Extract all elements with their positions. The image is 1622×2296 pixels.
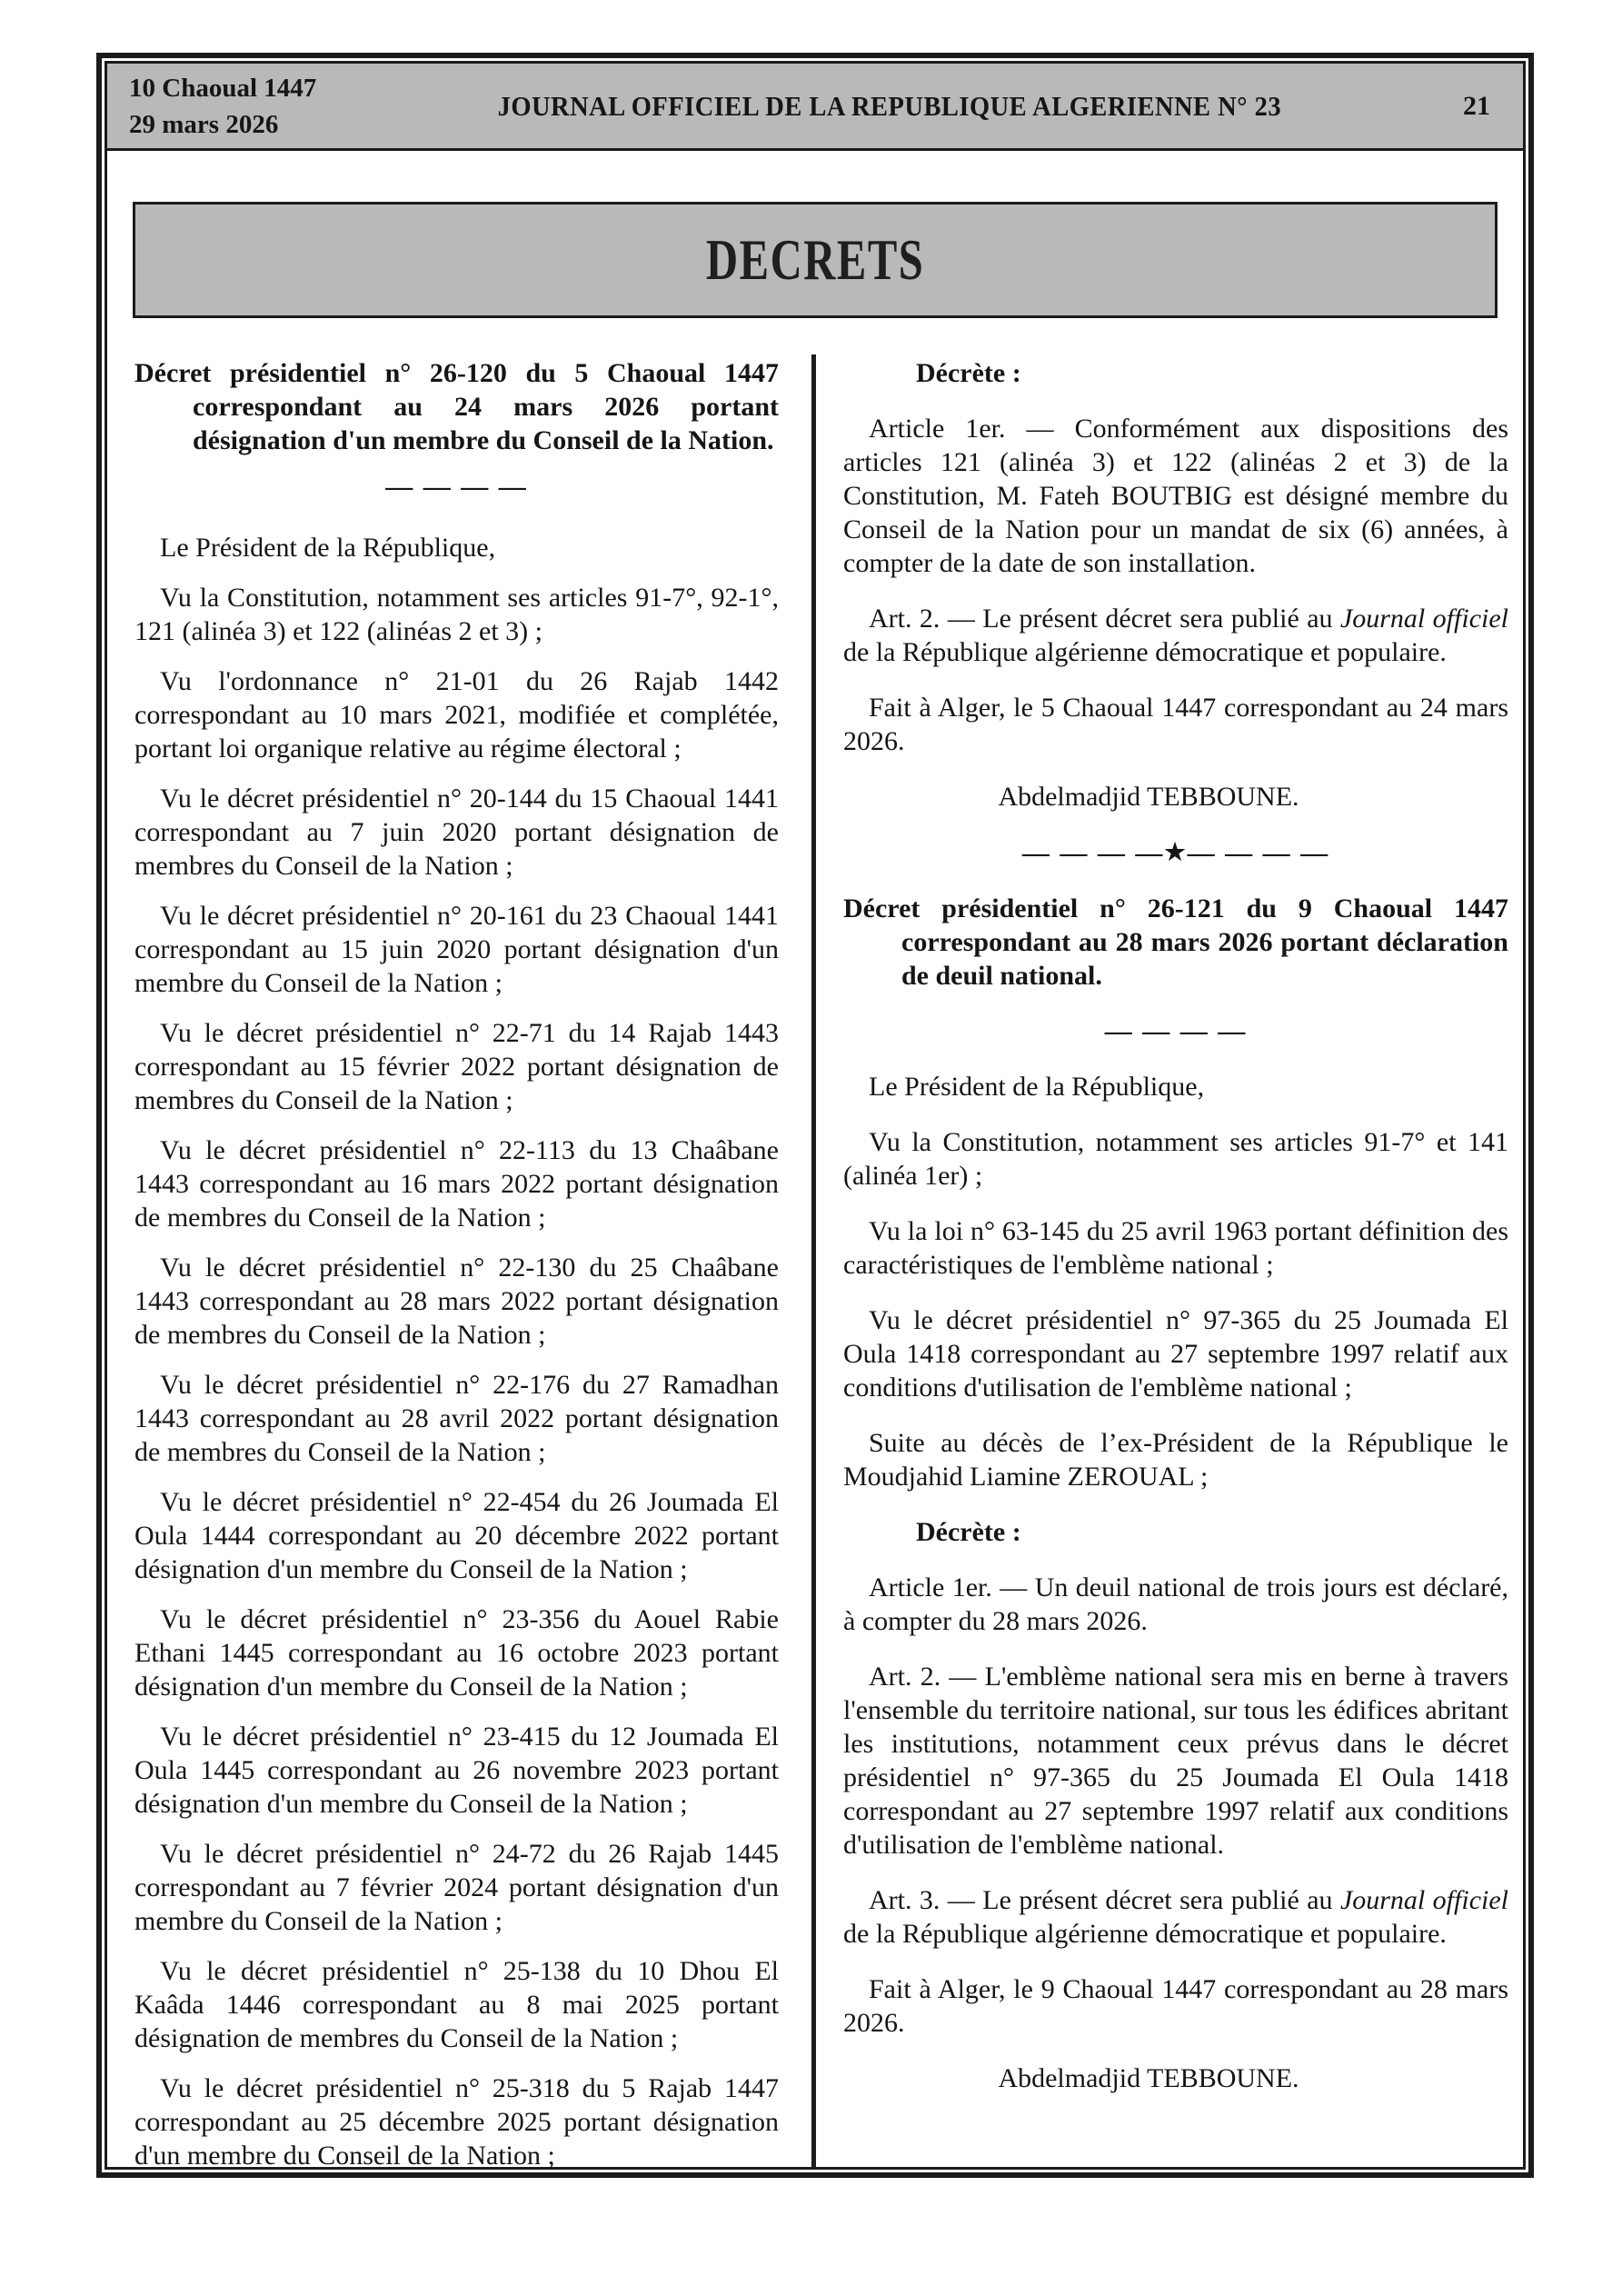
paragraph: Vu la Constitution, notamment ses articles 91-7°, 92-1°, 121 (alinéa 3) et 122 (alinéas 2 et 3) ; [134, 583, 779, 646]
decree-title-2: Décret présidentiel n° 26-121 du 9 Chaoual 1447 correspondant au 28 mars 2026 portant déclaration de deuil national. [843, 893, 1508, 991]
article-1: Article 1er. — Conformément aux dispositions des articles 121 (alinéa 3) et 122 (alinéas 2 et 3) de la Constitution, M. Fateh BOUTBIG est désigné membre du Conseil de la Nation pour un mandat de six (6) années, à compter de la date de son installation. [843, 414, 1508, 578]
journal-title: JOURNAL OFFICIEL DE LA REPUBLIQUE ALGERIENNE N° 23 [497, 89, 1282, 122]
paragraph: Vu le décret présidentiel n° 22-176 du 27 Ramadhan 1443 correspondant au 28 avril 2022 portant désignation de membres du Conseil de la Nation ; [134, 1370, 779, 1467]
article-2-text-end: de la République algérienne démocratique et populaire. [843, 637, 1447, 667]
president-signature: Abdelmadjid TEBBOUNE. [998, 782, 1299, 812]
two-column-area [107, 354, 1523, 2171]
paragraph: Vu le décret présidentiel n° 22-71 du 14 Rajab 1443 correspondant au 15 février 2022 portant désignation de membres du Conseil de la Nation ; [134, 1018, 779, 1115]
article-3-text: Art. 3. — Le présent décret sera publié au [869, 1885, 1340, 1915]
paragraph: Vu le décret présidentiel n° 97-365 du 25 Joumada El Oula 1418 correspondant au 27 septembre 1997 relatif aux conditions d'utilisation de l'emblème national ; [843, 1305, 1508, 1403]
journal-officiel-italic-2: Journal officiel [1339, 1885, 1508, 1915]
page-header-band [107, 64, 1523, 151]
page-inner-frame [104, 61, 1526, 2170]
star-separator-dashes-right: — — — — [1187, 838, 1330, 868]
decrete-label-2: Décrète : [916, 1517, 1021, 1547]
paragraph: Suite au décès de l’ex-Président de la République le Moudjahid Liamine ZEROUAL ; [843, 1428, 1508, 1492]
right-column [816, 354, 1523, 2167]
page-frame [96, 53, 1534, 2178]
president-signature-2: Abdelmadjid TEBBOUNE. [998, 2063, 1299, 2093]
paragraph: Vu le décret présidentiel n° 23-356 du Aouel Rabie Ethani 1445 correspondant au 16 octobre 2023 portant désignation d'un membre du Conseil de la Nation ; [134, 1604, 779, 1702]
paragraph: Vu l'ordonnance n° 21-01 du 26 Rajab 1442 correspondant au 10 mars 2021, modifiée et complétée, portant loi organique relative au régime électoral ; [134, 666, 779, 764]
header-date-hijri: 10 Chaoual 1447 [129, 73, 317, 103]
article-3-text-end: de la République algérienne démocratique et populaire. [843, 1919, 1447, 1949]
decrets-section-banner [133, 202, 1498, 318]
dash-separator-2: — — — — [1104, 1016, 1248, 1046]
article-3-decree2 [843, 1883, 1508, 1951]
header-dates [129, 70, 316, 143]
paragraph: Vu le décret présidentiel n° 25-318 du 5 Rajab 1447 correspondant au 25 décembre 2025 portant désignation d'un membre du Conseil de la Nation ; [134, 2073, 779, 2171]
star-separator [843, 835, 1508, 870]
paragraph: Vu le décret présidentiel n° 23-415 du 12 Joumada El Oula 1445 correspondant au 26 novembre 2023 portant désignation d'un membre du Conseil de la Nation ; [134, 1722, 779, 1819]
left-column [107, 354, 811, 2171]
decrets-banner-text: DECRETS [705, 227, 925, 292]
dash-separator: — — — — [385, 472, 528, 502]
paragraph: Vu la loi n° 63-145 du 25 avril 1963 portant définition des caractéristiques de l'emblème national ; [843, 1216, 1508, 1280]
article-2-text: Art. 2. — Le présent décret sera publié au [869, 604, 1340, 634]
article-2 [843, 602, 1508, 669]
fait-a-alger-line-2: Fait à Alger, le 9 Chaoual 1447 correspondant au 28 mars 2026. [843, 1974, 1508, 2038]
article-1-decree2: Article 1er. — Un deuil national de trois jours est déclaré, à compter du 28 mars 2026. [843, 1572, 1508, 1636]
star-icon: ★ [1164, 839, 1188, 865]
article-2-decree2: Art. 2. — L'emblème national sera mis en berne à travers l'ensemble du territoire national, sur tous les édifices abritant les institutions, notamment ceux prévus dans le décret présidentiel n° 97-365 du 25 Joumada El Oula 1418 correspondant au 27 septembre 1997 relatif aux conditions d'utilisation de l'emblème national. [843, 1662, 1508, 1860]
paragraph: Vu le décret présidentiel n° 25-138 du 10 Dhou El Kaâda 1446 correspondant au 8 mai 2025 portant désignation de membres du Conseil de la Nation ; [134, 1956, 779, 2053]
decree-title: Décret présidentiel n° 26-120 du 5 Chaoual 1447 correspondant au 24 mars 2026 portant désignation d'un membre du Conseil de la Nation. [134, 358, 779, 455]
paragraph: Vu la Constitution, notamment ses articles 91-7° et 141 (alinéa 1er) ; [843, 1127, 1508, 1191]
paragraph: Vu le décret présidentiel n° 20-161 du 23 Chaoual 1441 correspondant au 15 juin 2020 portant désignation d'un membre du Conseil de la Nation ; [134, 901, 779, 998]
page-number: 21 [1463, 90, 1490, 121]
fait-a-alger-line: Fait à Alger, le 5 Chaoual 1447 correspondant au 24 mars 2026. [843, 693, 1508, 756]
decrete-label: Décrète : [916, 358, 1021, 388]
paragraph: Le Président de la République, [160, 533, 496, 563]
star-separator-dashes-left: — — — — [1021, 838, 1165, 868]
paragraph: Vu le décret présidentiel n° 20-144 du 15 Chaoual 1441 correspondant au 7 juin 2020 portant désignation de membres du Conseil de la Nation ; [134, 784, 779, 881]
header-date-gregorian: 29 mars 2026 [129, 109, 279, 139]
paragraph: Le Président de la République, [869, 1072, 1205, 1102]
paragraph: Vu le décret présidentiel n° 22-113 du 13 Chaâbane 1443 correspondant au 16 mars 2022 portant désignation de membres du Conseil de la Nation ; [134, 1135, 779, 1233]
paragraph: Vu le décret présidentiel n° 22-130 du 25 Chaâbane 1443 correspondant au 28 mars 2022 portant désignation de membres du Conseil de la Nation ; [134, 1253, 779, 1350]
journal-officiel-italic: Journal officiel [1339, 604, 1508, 634]
paragraph: Vu le décret présidentiel n° 24-72 du 26 Rajab 1445 correspondant au 7 février 2024 portant désignation d'un membre du Conseil de la Nation ; [134, 1839, 779, 1936]
paragraph: Vu le décret présidentiel n° 22-454 du 26 Joumada El Oula 1444 correspondant au 20 décembre 2022 portant désignation d'un membre du Conseil de la Nation ; [134, 1487, 779, 1584]
